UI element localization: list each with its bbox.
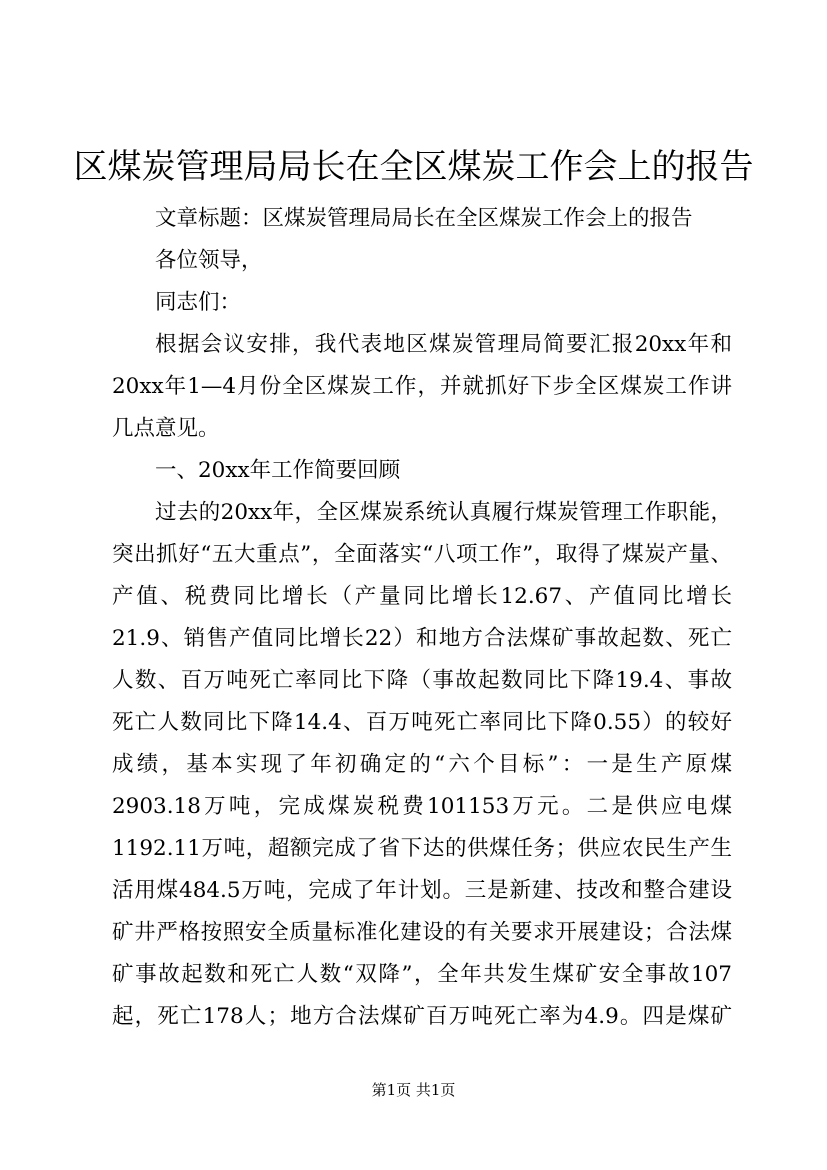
body-line: 一、20xx年工作简要回顾 [155,458,401,483]
body-line: 21.9、销售产值同比增长22）和地方合法煤矿事故起数、死亡 [112,626,732,651]
body-line: 成绩，基本实现了年初确定的“六个目标”：一是生产原煤 [112,752,732,777]
body-line: 矿事故起数和死亡人数“双降”，全年共发生煤矿安全事故107 [112,962,732,987]
body-line: 2903.18万吨，完成煤炭税费101153万元。二是供应电煤 [112,794,732,819]
body-line: 死亡人数同比下降14.4、百万吨死亡率同比下降0.55）的较好 [112,710,732,735]
page-footer: 第1页 共1页 [371,1081,456,1099]
body-line: 根据会议安排，我代表地区煤炭管理局简要汇报20xx年和 [155,332,732,357]
document-title: 区煤炭管理局局长在全区煤炭工作会上的报告 [73,147,754,187]
body-line: 人数、百万吨死亡率同比下降（事故起数同比下降19.4、事故 [112,668,732,693]
body-line: 活用煤484.5万吨，完成了年计划。三是新建、技改和整合建设 [112,878,732,903]
body-line: 几点意见。 [112,416,220,441]
body-line: 矿井严格按照安全质量标准化建设的有关要求开展建设；合法煤 [112,920,732,945]
body-line: 各位领导， [155,248,263,273]
body-line: 产值、税费同比增长（产量同比增长12.67、产值同比增长 [112,584,732,609]
body-line: 同志们： [155,290,242,315]
document-body [112,198,732,1038]
body-line: 起，死亡178人；地方合法煤矿百万吨死亡率为4.9。四是煤矿 [112,1004,732,1029]
body-line: 过去的20xx年，全区煤炭系统认真履行煤炭管理工作职能， [155,500,732,525]
body-line: 突出抓好“五大重点”，全面落实“八项工作”，取得了煤炭产量、 [112,542,732,567]
body-line: 20xx年1—4月份全区煤炭工作，并就抓好下步全区煤炭工作讲 [112,374,732,399]
body-line: 1192.11万吨，超额完成了省下达的供煤任务；供应农民生产生 [112,836,732,861]
body-line: 文章标题：区煤炭管理局局长在全区煤炭工作会上的报告 [155,206,693,231]
